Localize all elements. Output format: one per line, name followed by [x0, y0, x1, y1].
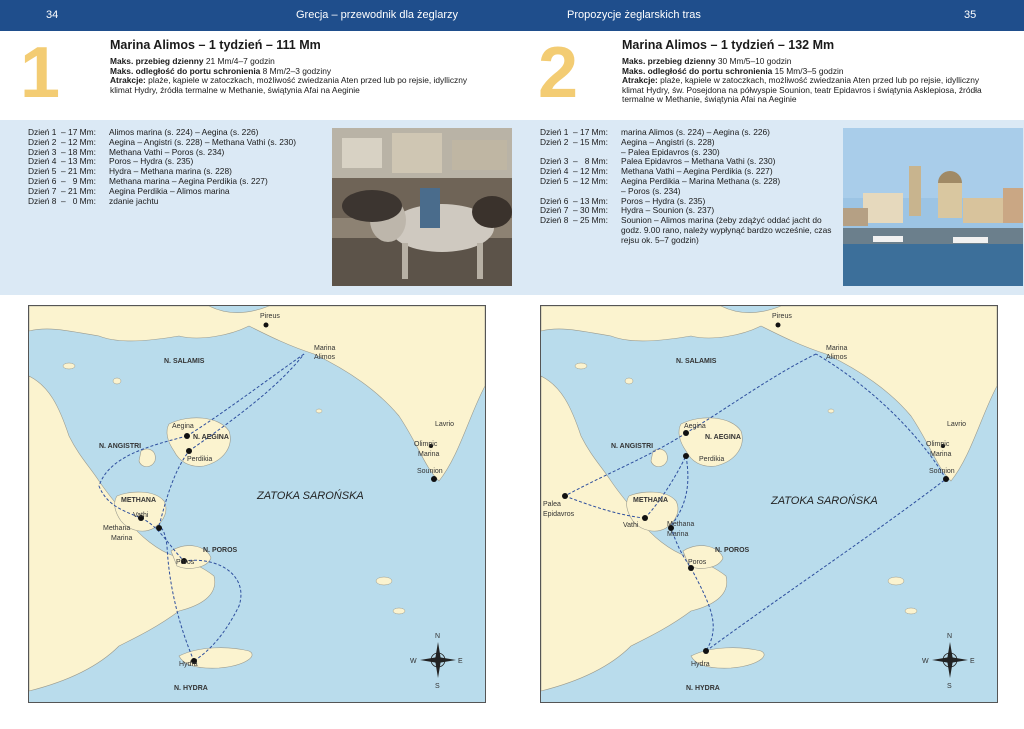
map-label-pireus: Pireus	[260, 313, 280, 320]
donkeys-photo	[332, 128, 512, 286]
map-label-palea: Palea	[543, 501, 561, 508]
right-page-number: 35	[964, 9, 977, 21]
daily-label: Maks. przebieg dzienny	[110, 56, 204, 66]
map-label-olimpic1: Olimpic	[926, 441, 950, 448]
map-label-olimpic1: Olimpic	[414, 441, 438, 448]
header-bar	[0, 0, 1024, 31]
day-route: Aegina Perdikia – Marina Methana (s. 228)	[621, 175, 781, 186]
map-label-n-hydra: N. HYDRA	[686, 685, 720, 692]
route-meta	[622, 57, 996, 105]
map-label-poros: Poros	[176, 559, 195, 566]
map-label-poros: Poros	[688, 559, 707, 566]
harbour-photo	[843, 128, 1023, 286]
day-label: Dzień 4 – 12 Mm:	[540, 166, 608, 177]
map-label-hydra: Hydra	[691, 661, 710, 668]
day-route: – Poros (s. 234)	[621, 185, 681, 196]
map-label-methana-m1: Methana	[103, 525, 131, 532]
day-route: Methana Vathi – Aegina Perdikia (s. 227)	[621, 166, 773, 177]
left-page-number: 34	[46, 9, 59, 21]
day-route: Hydra – Sounion (s. 237)	[621, 205, 715, 216]
day-label: Dzień 1 – 17 Mm:	[28, 127, 96, 137]
day-label: Dzień 6 – 13 Mm:	[540, 195, 608, 206]
map-label-salamis: N. SALAMIS	[676, 358, 717, 365]
day-route: – Palea Epidavros (s. 230)	[621, 146, 720, 157]
left-running-title: Grecja – przewodnik dla żeglarzy	[296, 9, 459, 21]
map-label-vathi: Vathi	[623, 522, 639, 529]
map-label-epidavros: Epidavros	[543, 511, 575, 518]
daily-value: 21 Mm/4–7 godzin	[205, 56, 275, 66]
day-route: Methana Vathi – Poros (s. 234)	[109, 146, 225, 157]
day-label: Dzień 4 – 13 Mm:	[28, 156, 96, 167]
compass-n: N	[947, 633, 953, 640]
day-route: Alimos marina (s. 224) – Aegina (s. 226)	[109, 127, 259, 137]
day-route: Methana marina – Aegina Perdikia (s. 227)	[109, 175, 268, 186]
day-label: Dzień 2 – 12 Mm:	[28, 136, 96, 147]
day-label: Dzień 1 – 17 Mm:	[540, 127, 608, 137]
itinerary-row	[540, 216, 841, 245]
attractions-label: Atrakcje:	[622, 75, 658, 86]
map-label-n-aegina: N. AEGINA	[193, 434, 229, 441]
day-label: Dzień 7 – 21 Mm:	[28, 185, 96, 196]
map-label-pireus: Pireus	[772, 313, 792, 320]
map-label-hydra: Hydra	[179, 661, 198, 668]
itinerary-band	[512, 120, 1024, 295]
itinerary-list	[28, 128, 329, 206]
map-label-perdikia: Perdikia	[699, 456, 725, 463]
map-label-vathi: Vathi	[133, 512, 149, 519]
day-label: Dzień 2 – 15 Mm:	[540, 136, 608, 147]
attractions-value: plaże, kąpiele w zatoczkach, możliwość zwiedzania Aten przed lub po rejsie, idylliczny klimat Hydry, św. Posejdona na półwyspie Sounion, teatr Epidavros i świątynia Asklepiosa, źródła termalne w Methanie, świątynia Afai na Aeginie	[622, 75, 982, 105]
map-label-marina: Marina	[826, 345, 848, 352]
itinerary-row	[540, 177, 841, 187]
day-label: Dzień 6 – 9 Mm:	[28, 175, 96, 186]
right-running-title: Propozycje żeglarskich tras	[567, 9, 701, 21]
attractions-label: Atrakcje:	[110, 75, 146, 86]
route-title: Marina Alimos – 1 tydzień – 132 Mm	[622, 38, 835, 52]
day-route: Poros – Hydra (s. 235)	[621, 195, 706, 206]
shelter-label: Maks. odległość do portu schronienia	[622, 65, 773, 76]
day-label: Dzień 3 – 18 Mm:	[28, 146, 96, 157]
shelter-label: Maks. odległość do portu schronienia	[110, 65, 261, 76]
map-label-n-hydra: N. HYDRA	[174, 685, 208, 692]
map-label-n-poros: N. POROS	[715, 547, 750, 554]
compass-e: E	[970, 658, 975, 665]
map-label-salamis: N. SALAMIS	[164, 358, 205, 365]
map-label-perdikia: Perdikia	[187, 456, 213, 463]
compass-s: S	[947, 683, 952, 690]
compass-w: W	[922, 658, 929, 665]
page-left	[0, 31, 512, 729]
day-route: Palea Epidavros – Methana Vathi (s. 230)	[621, 156, 776, 167]
map-label-methana: METHANA	[121, 497, 156, 504]
day-route: Hydra – Methana marina (s. 228)	[109, 166, 232, 177]
map-label-angistri: N. ANGISTRI	[611, 443, 654, 450]
daily-value: 30 Mm/5–10 godzin	[717, 56, 792, 66]
day-label: Dzień 8 – 25 Mm:	[540, 215, 608, 226]
day-label: Dzień 3 – 8 Mm:	[540, 156, 608, 167]
day-route: zdanie jachtu	[109, 195, 159, 206]
map-label-n-aegina: N. AEGINA	[705, 434, 741, 441]
day-label: Dzień 5 – 12 Mm:	[540, 175, 608, 186]
page-right	[512, 31, 1024, 729]
map-label-marina: Marina	[314, 345, 336, 352]
map-label-n-poros: N. POROS	[203, 547, 238, 554]
map-label-gulf: ZATOKA SAROŃSKA	[257, 490, 364, 502]
itinerary-band	[0, 120, 512, 295]
attractions-value: plaże, kąpiele w zatoczkach, możliwość zwiedzania Aten przed lub po rejsie, idylliczny klimat Hydry, źródła termalne w Methanie, świątynia Afai na Aeginie	[110, 75, 468, 95]
route-map-1	[28, 305, 486, 703]
map-label-methana-m2: Marina	[667, 531, 689, 538]
map-label-olimpic2: Marina	[930, 451, 952, 458]
compass-n: N	[435, 633, 441, 640]
map-label-aegina: Aegina	[172, 423, 194, 430]
day-route: marina Alimos (s. 224) – Aegina (s. 226)	[621, 127, 770, 137]
compass-w: W	[410, 658, 417, 665]
day-label: Dzień 7 – 30 Mm:	[540, 205, 608, 216]
day-route: Aegina Perdikia – Alimos marina	[109, 185, 230, 196]
itinerary-list	[540, 128, 841, 246]
compass-s: S	[435, 683, 440, 690]
route-map-2	[540, 305, 998, 703]
daily-label: Maks. przebieg dzienny	[622, 56, 716, 66]
day-route: Sounion – Alimos marina (żeby zdążyć oddać jacht do godz. 9.00 rano, należy wypłynąć bardzo wcześnie, czas rejsu ok. 5–7 godzin)	[621, 215, 832, 245]
day-route: Aegina – Angistri (s. 228)	[621, 136, 715, 147]
shelter-value: 8 Mm/2–3 godziny	[262, 65, 332, 76]
day-route: Poros – Hydra (s. 235)	[109, 156, 194, 167]
route-number: 2	[538, 33, 579, 113]
itinerary-row	[28, 197, 329, 207]
shelter-value: 15 Mm/3–5 godzin	[774, 65, 844, 76]
map-label-sounion: Sounion	[929, 468, 955, 475]
route-number: 1	[20, 33, 61, 113]
map-label-alimos: Alimos	[826, 354, 848, 361]
day-label: Dzień 8 – 0 Mm:	[28, 195, 96, 206]
compass-e: E	[458, 658, 463, 665]
map-label-olimpic2: Marina	[418, 451, 440, 458]
map-label-lavrio: Lavrio	[947, 421, 967, 428]
map-label-methana-m1: Methana	[667, 521, 695, 528]
map-label-angistri: N. ANGISTRI	[99, 443, 142, 450]
route-title: Marina Alimos – 1 tydzień – 111 Mm	[110, 38, 321, 52]
day-route: Aegina – Angistri (s. 228) – Methana Vathi (s. 230)	[109, 136, 296, 147]
day-label: Dzień 5 – 21 Mm:	[28, 166, 96, 177]
map-label-methana: METHANA	[633, 497, 668, 504]
map-label-lavrio: Lavrio	[435, 421, 455, 428]
route-meta	[110, 57, 484, 95]
map-label-methana-m2: Marina	[111, 535, 133, 542]
map-label-aegina: Aegina	[684, 423, 706, 430]
map-label-sounion: Sounion	[417, 468, 443, 475]
map-label-gulf: ZATOKA SAROŃSKA	[771, 495, 878, 507]
map-label-alimos: Alimos	[314, 354, 336, 361]
